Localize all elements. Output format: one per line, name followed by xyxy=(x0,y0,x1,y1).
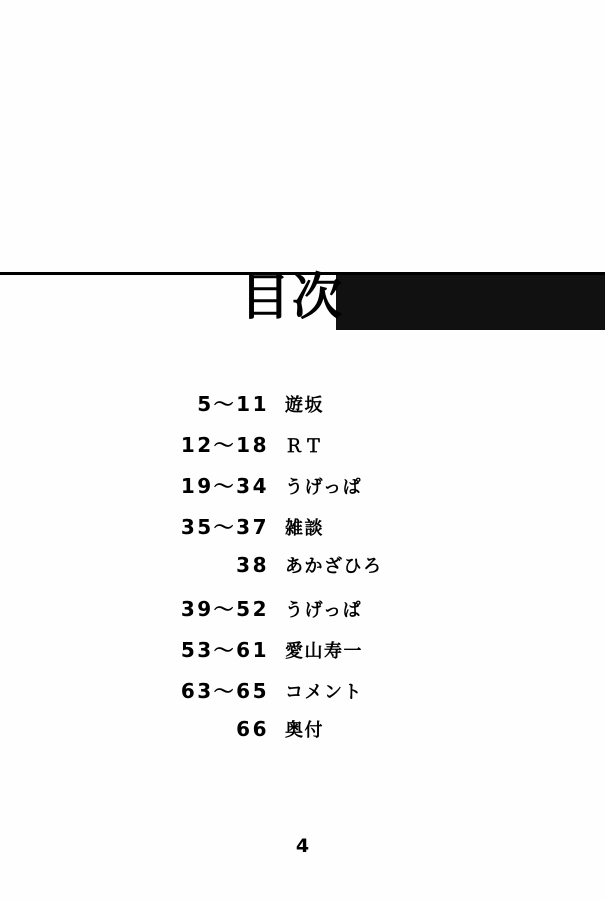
title-block xyxy=(0,268,605,330)
list-item xyxy=(0,593,605,634)
list-item xyxy=(0,675,605,716)
toc-page-range: 38 xyxy=(236,553,269,577)
toc-entry-title: 愛山寿一 xyxy=(285,641,363,662)
table-of-contents xyxy=(0,388,605,757)
toc-entry-title: 雑談 xyxy=(285,518,324,539)
toc-page-range: 12～18 xyxy=(180,433,269,457)
toc-entry-title: うげっぱ xyxy=(285,477,363,498)
list-item xyxy=(0,429,605,470)
toc-page-range: 39～52 xyxy=(180,597,269,621)
toc-entry-title: あかざひろ xyxy=(285,556,383,577)
list-item xyxy=(0,511,605,552)
title-banner-bar xyxy=(336,275,605,330)
toc-page-range: 5～11 xyxy=(197,392,269,416)
toc-page-range: 63～65 xyxy=(180,679,269,703)
toc-page-range: 35～37 xyxy=(180,515,269,539)
list-item xyxy=(0,388,605,429)
list-item xyxy=(0,634,605,675)
page-number: 4 xyxy=(295,835,310,857)
toc-page-range: 19～34 xyxy=(180,474,269,498)
list-item xyxy=(0,716,605,757)
toc-entry-title: 奥付 xyxy=(285,720,324,741)
list-item xyxy=(0,552,605,593)
toc-entry-title: うげっぱ xyxy=(285,600,363,621)
toc-entry-title: ＲＴ xyxy=(285,436,324,457)
toc-entry-title: 遊坂 xyxy=(285,395,324,416)
list-item xyxy=(0,470,605,511)
toc-page-range: 53～61 xyxy=(180,638,269,662)
toc-entry-title: コメント xyxy=(285,682,363,703)
toc-page-range: 66 xyxy=(236,717,269,741)
page-title: 目次 xyxy=(240,268,344,326)
